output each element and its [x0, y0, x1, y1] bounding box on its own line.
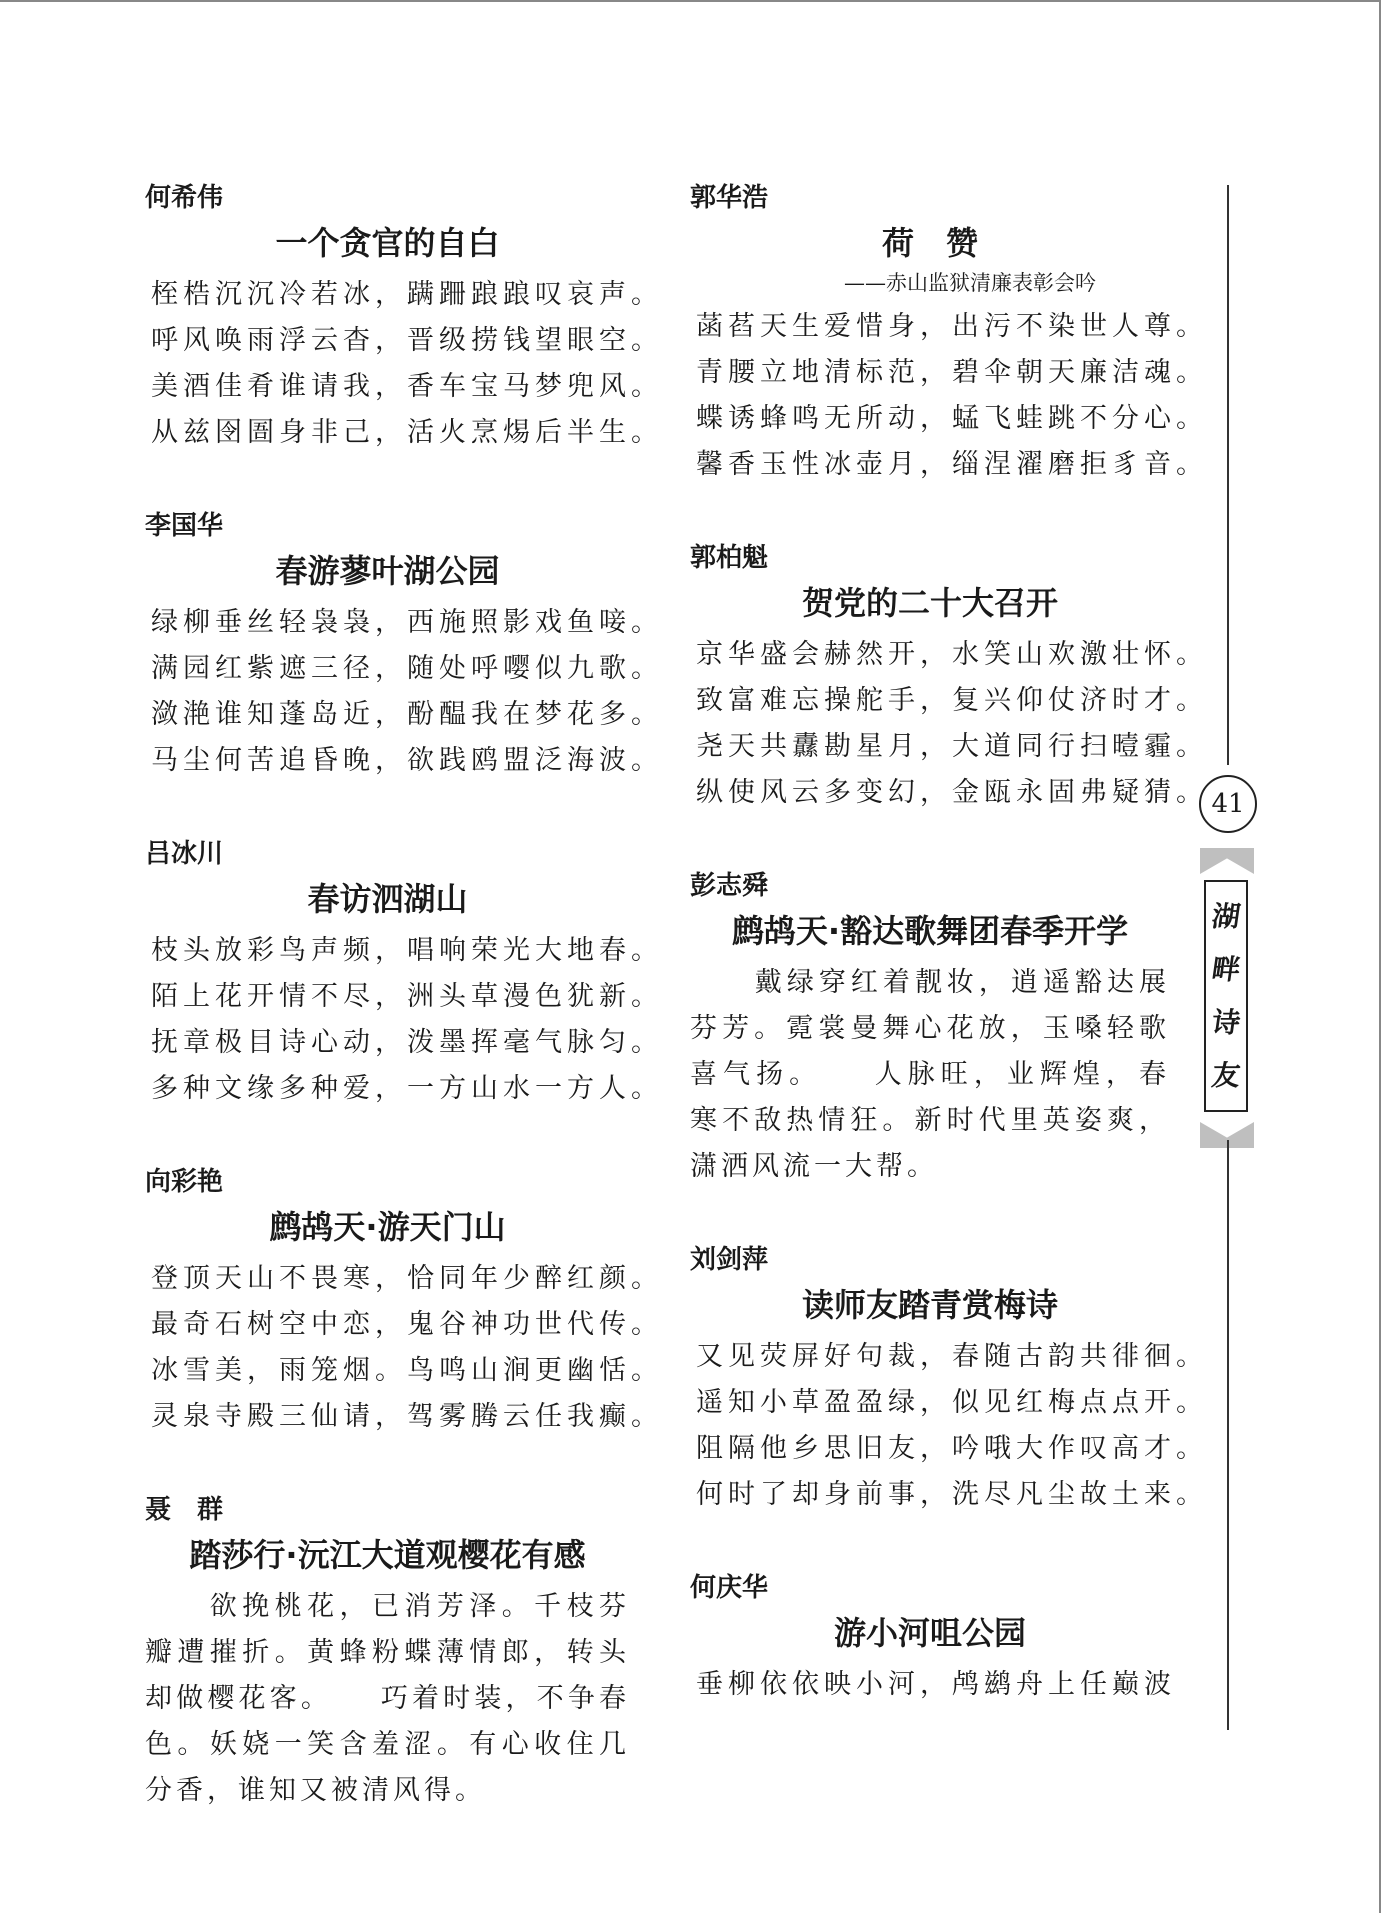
poem-entry [690, 866, 1170, 1190]
poem-prose: 戴绿穿红着靓妆，逍遥豁达展芬芳。霓裳曼舞心花放，玉嗓轻歌喜气扬。 人脉旺，业辉煌，春寒不敌热情狂。新时代里英姿爽，潇洒风流一大帮。 [690, 967, 1170, 1182]
poem-title: 春游蓼叶湖公园 [275, 552, 500, 590]
column-title-box [1204, 880, 1248, 1112]
poem-line: 陌上花开情不尽，洲头草漫色犹新。 [151, 981, 663, 1012]
column-title-badge [1200, 848, 1254, 1148]
poem-author: 吕冰川 [145, 839, 224, 869]
poem-author: 李国华 [145, 511, 224, 541]
poem-title: 春访泗湖山 [307, 880, 468, 918]
poem-title: 鹧鸪天·豁达歌舞团春季开学 [731, 912, 1129, 950]
poem-entry [145, 1162, 663, 1440]
poem-line: 尧天共纛勘星月，大道同行扫曀霾。 [696, 731, 1208, 762]
right-column [690, 178, 1208, 1758]
poem-title: 踏莎行·沅江大道观樱花有感 [189, 1536, 586, 1574]
poem-line: 馨香玉性冰壶月，缁涅濯磨拒豸音。 [696, 449, 1208, 480]
poem-title: 游小河咀公园 [833, 1614, 1026, 1652]
poem-line: 蝶诱蜂鸣无所动，蜢飞蛙跳不分心。 [696, 403, 1208, 434]
margin-rule-bottom [1227, 1140, 1229, 1730]
poem-line: 遥知小草盈盈绿，似见红梅点点开。 [696, 1387, 1208, 1418]
column-title-char: 友 [1209, 1058, 1243, 1092]
column-title-char: 畔 [1209, 952, 1243, 986]
poem-line: 阻隔他乡思旧友，吟哦大作叹高才。 [696, 1433, 1208, 1464]
poem-line: 最奇石树空中恋，鬼谷神功世代传。 [151, 1309, 663, 1340]
poem-prose: 欲挽桃花，已消芳泽。千枝芬瓣遭摧折。黄蜂粉蝶薄情郎，转头却做樱花客。 巧着时装，不争春色。妖娆一笑含羞涩。有心收住几分香，谁知又被清风得。 [145, 1591, 630, 1806]
poem-line: 抚章极目诗心动，泼墨挥毫气脉匀。 [151, 1027, 663, 1058]
poem-line: 青腰立地清标范，碧伞朝天廉洁魂。 [696, 357, 1208, 388]
poem-line: 呼风唤雨浮云杳，晋级捞钱望眼空。 [151, 325, 663, 356]
poem-title: 一个贪官的自白 [275, 224, 500, 262]
margin-rule-top [1227, 185, 1229, 765]
poem-title: 荷 赞 [881, 224, 978, 262]
page-top-edge [0, 0, 1381, 2]
poem-author: 郭柏魁 [690, 543, 769, 573]
poem-author: 郭华浩 [690, 183, 769, 213]
poem-author: 何庆华 [690, 1573, 769, 1603]
poem-entry [690, 1568, 1176, 1708]
column-title-char: 诗 [1209, 1005, 1243, 1039]
left-column [145, 178, 663, 1864]
poem-title: 鹧鸪天·游天门山 [269, 1208, 506, 1246]
poem-line: 何时了却身前事，洗尽凡尘故土来。 [696, 1479, 1208, 1510]
poem-line: 满园红紫遮三径，随处呼嘤似九歌。 [151, 653, 663, 684]
badge-ornament-top [1200, 848, 1254, 874]
column-title-char: 湖 [1209, 899, 1243, 933]
poem-entry [145, 178, 663, 456]
poem-line: 又见荧屏好句裁，春随古韵共徘徊。 [696, 1341, 1208, 1372]
poem-line: 潋滟谁知蓬岛近，酚醖我在梦花多。 [151, 699, 663, 730]
poem-line: 灵泉寺殿三仙请，驾雾腾云任我癫。 [151, 1401, 663, 1432]
poem-author: 聂 群 [145, 1495, 224, 1525]
poem-line: 枝头放彩鸟声频，唱响荣光大地春。 [151, 935, 663, 966]
poem-line: 马尘何苦追昏晚，欲践鸥盟泛海波。 [151, 745, 663, 776]
poem-entry [145, 834, 663, 1112]
poem-entry [690, 1240, 1208, 1518]
poem-title: 贺党的二十大召开 [801, 584, 1058, 622]
poem-title: 读师友踏青赏梅诗 [801, 1286, 1058, 1324]
poem-line: 冰雪美，雨笼烟。鸟鸣山涧更幽恬。 [151, 1355, 663, 1386]
page-number: 41 [1199, 775, 1257, 833]
poem-line: 绿柳垂丝轻袅袅，西施照影戏鱼唼。 [151, 607, 663, 638]
poem-line: 美酒佳肴谁请我，香车宝马梦兜风。 [151, 371, 663, 402]
poem-entry [690, 538, 1208, 816]
poem-line: 登顶天山不畏寒，恰同年少醉红颜。 [151, 1263, 663, 1294]
poem-line: 京华盛会赫然开，水笑山欢激壮怀。 [696, 639, 1208, 670]
poem-author: 向彩艳 [145, 1167, 224, 1197]
poem-line: 纵使风云多变幻，金瓯永固弗疑猜。 [696, 777, 1208, 808]
poem-line: 菡萏天生爱惜身，出污不染世人尊。 [696, 311, 1208, 342]
poem-author: 刘剑萍 [690, 1245, 769, 1275]
poem-line: 从兹囹圄身非己，活火烹焬后半生。 [151, 417, 663, 448]
poem-author: 何希伟 [145, 183, 224, 213]
poem-entry [145, 1490, 630, 1814]
poem-line: 桎梏沉沉冷若冰，蹒跚踉踉叹哀声。 [151, 279, 663, 310]
poem-entry [145, 506, 663, 784]
poem-line: 垂柳依依映小河，鸬鹚舟上任巅波 [696, 1669, 1176, 1700]
poem-entry [690, 178, 1208, 488]
poem-line: 致富难忘操舵手，复兴仰仗济时才。 [696, 685, 1208, 716]
poem-line: 多种文缘多种爱，一方山水一方人。 [151, 1073, 663, 1104]
poem-author: 彭志舜 [690, 871, 769, 901]
poem-subtitle: ——赤山监狱清廉表彰会吟 [844, 271, 1096, 295]
